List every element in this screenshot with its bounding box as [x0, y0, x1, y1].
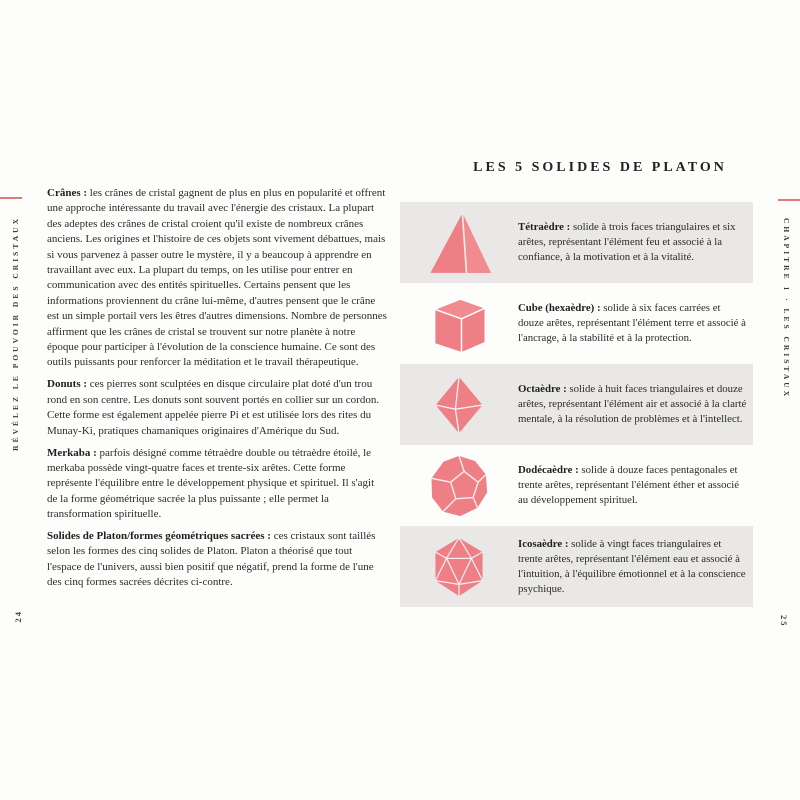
- cube-icon: [400, 292, 518, 356]
- platonic-solids-list: [400, 202, 753, 607]
- right-page-number: 25: [779, 615, 789, 628]
- solid-description: [518, 301, 751, 346]
- paragraph-head: Merkaba :: [47, 446, 97, 459]
- solid-row-octaedre: [400, 364, 753, 445]
- tetrahedron-icon: [400, 208, 518, 278]
- paragraph-merkaba: [47, 446, 387, 523]
- solid-row-dodecaedre: [400, 445, 753, 526]
- solid-description: [518, 463, 751, 508]
- solid-desc-text: solide à vingt faces triangulaires et trente arêtes, représentant l'élément eau et associé à l'intuition, à l'équilibre émotionnel et à la conscience psychique.: [518, 537, 746, 595]
- paragraph-body: ces pierres sont sculptées en disque circulaire plat doté d'un trou rond en son centre. Les donuts sont souvent portés en collier sur un cordon. Cette forme est également appelée pierre Pi et est utilisée lors des rites du Munay-Ki, pratiques chamaniques originaires d'Amérique du Sud.: [47, 378, 380, 437]
- solid-name: Dodécaèdre :: [518, 464, 579, 476]
- solid-name: Octaèdre :: [518, 383, 567, 395]
- left-page-number: 24: [13, 610, 23, 623]
- solid-description: [518, 382, 751, 427]
- dodecahedron-icon: [400, 454, 518, 518]
- solid-row-icosaedre: [400, 526, 753, 607]
- right-margin-rule: [778, 199, 800, 201]
- page-title: LES 5 SOLIDES DE PLATON: [473, 160, 727, 175]
- right-running-head: CHAPITRE 1 · LES CRISTAUX: [782, 218, 791, 400]
- solid-desc-text: solide à douze faces pentagonales et trente arêtes, représentant l'élément éther et associé au développement spirituel.: [518, 464, 740, 506]
- paragraph-body: ces cristaux sont taillés selon les formes des cinq solides de Platon. Platon a théorisé que tout l'espace de l'univers, aussi bien positif que négatif, prend la forme de l'une des cinq formes sacrées décrites ci-contre.: [47, 530, 376, 589]
- paragraph-head: Donuts :: [47, 378, 88, 391]
- paragraph-body: parfois désigné comme tétraèdre double ou tétraèdre étoilé, le merkaba possède vingt-quatre faces et trente-six arêtes. Cette forme représente l'équilibre entre le développement physique et spirituel. Il s'agit de la forme géométrique sacrée la plus puissante ; elle permet la transformation spirituelle.: [47, 446, 375, 521]
- solid-description: [518, 220, 751, 265]
- paragraph-body: les crânes de cristal gagnent de plus en plus en popularité et offrent une approche intéressante du travail avec l'énergie des cristaux. La plupart des adeptes des crânes de cristal croient qu'il existe de nombreux crânes anciens. Les origines et l'histoire de ces objets sont vivement débattues, mais si vous parvenez à passer outre le mystère, il y a beaucoup à apprendre en travaillant avec eux. La plupart du temps, on les utilise pour entrer en communication avec des entités spirituelles. Certains pensent que les informations proviennent du crâne lui-même, d'autres pensent que le crâne est un simple portail vers les êtres d'autres dimensions. Nombre de personnes affirment que les crânes de cristal se trouvent sur notre planète à notre époque pour participer à l'évolution de la conscience humaine. Ce sont des outils puissants pour renforcer la méditation et le travail thérapeutique.: [47, 187, 387, 369]
- icosahedron-icon: [400, 534, 518, 600]
- paragraph-head: Solides de Platon/formes géométriques sacrées :: [47, 530, 271, 543]
- paragraph-solides-platon: [47, 529, 387, 591]
- left-page-body: [47, 186, 387, 597]
- solid-row-tetraedre: [400, 202, 753, 283]
- solid-name: Icosaèdre :: [518, 537, 569, 550]
- solid-desc-text: solide à trois faces triangulaires et six arêtes, représentant l'élément feu et associé à la confiance, à la motivation et à la vitalité.: [518, 221, 736, 263]
- solid-desc-text: solide à huit faces triangulaires et douze arêtes, représentant l'élément air et associé à la clarté mentale, à la résolution de problèmes et à l'intellect.: [518, 383, 747, 425]
- solid-row-cube: [400, 283, 753, 364]
- solid-desc-text: solide à six faces carrées et douze arêtes, représentant l'élément terre et associé à l'ancrage, à la stabilité et à la protection.: [518, 302, 746, 344]
- solid-name: Tétraèdre :: [518, 221, 571, 233]
- solid-name: Cube (hexaèdre) :: [518, 302, 601, 314]
- paragraph-donuts: [47, 377, 387, 439]
- left-running-head: RÉVÉLEZ LE POUVOIR DES CRISTAUX: [11, 216, 20, 451]
- paragraph-cranes: [47, 186, 387, 371]
- paragraph-head: Crânes :: [47, 187, 88, 199]
- left-margin-rule: [0, 197, 22, 199]
- octahedron-icon: [400, 371, 518, 439]
- solid-description: [518, 537, 751, 597]
